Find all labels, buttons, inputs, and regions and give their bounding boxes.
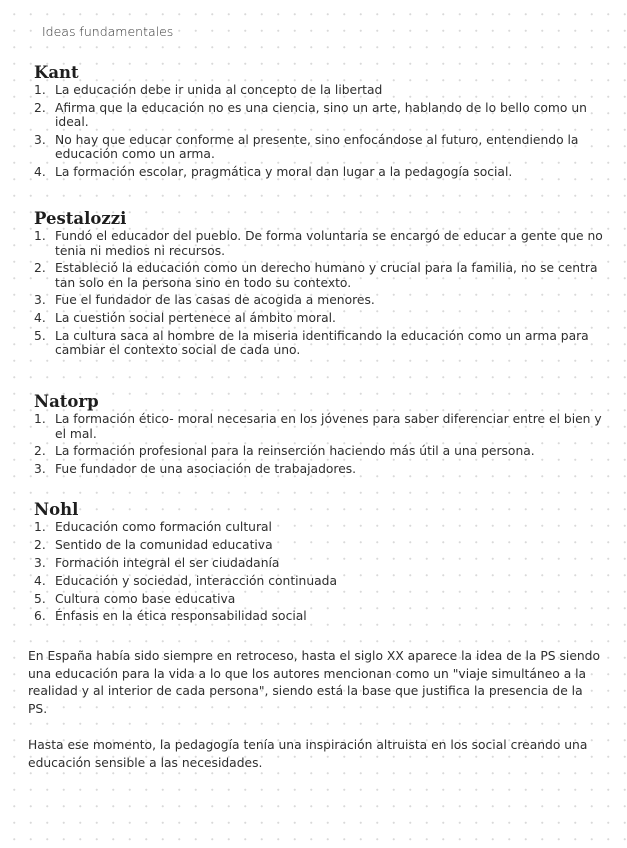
item-number: 3. bbox=[34, 461, 46, 476]
page-title: Ideas fundamentales bbox=[42, 24, 174, 39]
item-text: Formación integral el ser ciudadanía bbox=[55, 555, 280, 570]
item-text: La cuestión social pertenece al ámbito moral. bbox=[55, 310, 336, 325]
item-text: La cultura saca al hombre de la miseria identificando la educación como un arma para cambiar el contexto social de cada uno. bbox=[55, 328, 589, 358]
item-number: 3. bbox=[34, 555, 46, 570]
list-item bbox=[34, 592, 604, 607]
item-text: Educación como formación cultural bbox=[55, 520, 272, 534]
item-number: 4. bbox=[34, 310, 46, 325]
section-heading: Natorp bbox=[34, 392, 99, 411]
list-item bbox=[34, 133, 604, 162]
section-natorp bbox=[34, 392, 604, 479]
item-text: La formación escolar, pragmática y moral dan lugar a la pedagogía social. bbox=[55, 164, 513, 179]
list-item bbox=[34, 412, 604, 441]
list-item bbox=[34, 101, 604, 130]
item-number: 2. bbox=[34, 444, 46, 459]
item-text: Fue el fundador de las casas de acogida a menores. bbox=[55, 293, 375, 308]
numbered-list bbox=[34, 412, 604, 476]
item-number: 3. bbox=[34, 293, 46, 308]
item-text: La educación debe ir unida al concepto de la libertad bbox=[55, 83, 383, 97]
body-paragraph: Hasta ese momento, la pedagogía tenía una inspiración altruista en los social creando una educación sensible a las necesidades. bbox=[28, 738, 588, 770]
item-number: 2. bbox=[34, 537, 46, 552]
item-number: 6. bbox=[34, 609, 46, 624]
section-heading: Nohl bbox=[34, 500, 79, 519]
list-item bbox=[34, 538, 604, 553]
item-text: Sentido de la comunidad educativa bbox=[55, 537, 273, 552]
item-text: Afirma que la educación no es una ciencia, sino un arte, hablando de lo bello como un ideal. bbox=[55, 100, 587, 130]
item-number: 5. bbox=[34, 328, 46, 343]
list-item bbox=[34, 556, 604, 571]
item-text: La formación ético- moral necesaria en los jóvenes para saber diferenciar entre el bien y el mal. bbox=[55, 412, 602, 441]
list-item bbox=[34, 293, 604, 308]
section-kant bbox=[34, 63, 604, 183]
numbered-list bbox=[34, 520, 604, 624]
section-heading: Kant bbox=[34, 63, 79, 82]
list-item bbox=[34, 165, 604, 180]
item-text: No hay que educar conforme al presente, sino enfocándose al futuro, entendiendo la educación como un arma. bbox=[55, 132, 579, 162]
item-number: 3. bbox=[34, 132, 46, 147]
list-item bbox=[34, 574, 604, 589]
item-number: 5. bbox=[34, 591, 46, 606]
item-number: 4. bbox=[34, 573, 46, 588]
item-number: 2. bbox=[34, 261, 46, 276]
item-text: Fue fundador de una asociación de trabajadores. bbox=[55, 461, 357, 476]
list-item bbox=[34, 462, 604, 477]
list-item bbox=[34, 444, 604, 459]
section-nohl bbox=[34, 500, 604, 627]
list-item bbox=[34, 520, 604, 535]
list-item bbox=[34, 329, 604, 358]
section-pestalozzi bbox=[34, 209, 604, 361]
numbered-list bbox=[34, 229, 604, 358]
list-item bbox=[34, 261, 604, 290]
item-number: 1. bbox=[34, 229, 46, 243]
item-text: Educación y sociedad, interacción continuada bbox=[55, 573, 338, 588]
item-number: 2. bbox=[34, 100, 46, 115]
list-item bbox=[34, 83, 604, 98]
item-number: 4. bbox=[34, 164, 46, 179]
item-number: 1. bbox=[34, 83, 46, 97]
list-item bbox=[34, 229, 604, 258]
item-text: Énfasis en la ética responsabilidad social bbox=[55, 609, 307, 624]
item-text: Estableció la educación como un derecho humano y crucial para la familia, no se centra tan solo en la persona sino en todo su contexto. bbox=[55, 261, 598, 290]
list-item bbox=[34, 609, 604, 624]
section-heading: Pestalozzi bbox=[34, 209, 127, 228]
item-text: Cultura como base educativa bbox=[55, 591, 236, 606]
body-paragraph: En España había sido siempre en retroceso, hasta el siglo XX aparece la idea de la PS siendo una educación para la vida a lo que los autores mencionan como un "viaje simultáneo a la realidad y al interior de cada persona", siendo está la base que justifica la presencia de la PS. bbox=[28, 649, 601, 716]
item-text: La formación profesional para la reinserción haciendo más útil a una persona. bbox=[55, 444, 535, 459]
item-number: 1. bbox=[34, 412, 46, 426]
list-item bbox=[34, 311, 604, 326]
item-number: 1. bbox=[34, 520, 46, 534]
item-text: Fundó el educador del pueblo. De forma voluntaria se encargó de educar a gente que no tenia ni medios ni recursos. bbox=[55, 229, 603, 258]
numbered-list bbox=[34, 83, 604, 180]
